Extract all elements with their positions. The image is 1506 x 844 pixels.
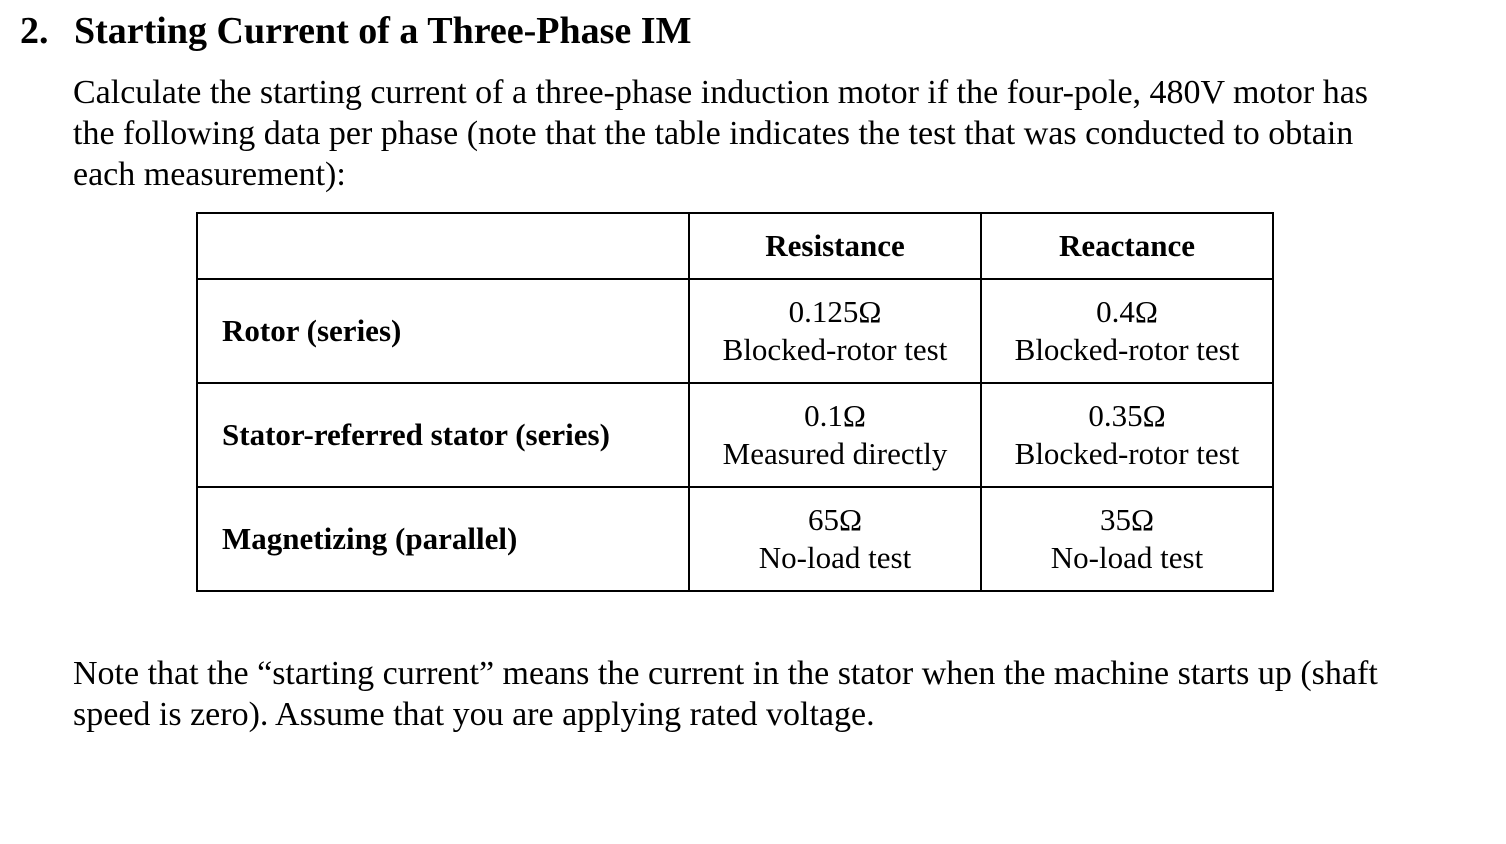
header-empty-cell <box>197 213 689 279</box>
resistance-value: 0.125Ω <box>788 294 882 329</box>
row-label: Stator-referred stator (series) <box>197 383 689 487</box>
resistance-value: 0.1Ω <box>804 398 866 433</box>
problem-note: Note that the “starting current” means the current in the stator when the machine starts up (shaft speed is zero). Assume that you are applying rated voltage. <box>73 655 1378 733</box>
row-label: Rotor (series) <box>197 279 689 383</box>
resistance-cell <box>689 279 981 383</box>
table-header-row <box>197 213 1273 279</box>
header-reactance: Reactance <box>981 213 1273 279</box>
reactance-cell <box>981 383 1273 487</box>
problem-heading <box>20 8 691 54</box>
table-row-magnetizing <box>197 487 1273 591</box>
resistance-cell <box>689 487 981 591</box>
reactance-cell <box>981 487 1273 591</box>
resistance-test: Blocked-rotor test <box>722 332 948 367</box>
table-row-rotor <box>197 279 1273 383</box>
resistance-test: Measured directly <box>722 436 948 471</box>
reactance-cell <box>981 279 1273 383</box>
reactance-value: 35Ω <box>1099 502 1155 537</box>
resistance-value: 65Ω <box>807 502 863 537</box>
reactance-test: Blocked-rotor test <box>1014 332 1240 367</box>
reactance-test: Blocked-rotor test <box>1014 436 1240 471</box>
problem-number: 2. <box>20 10 49 52</box>
problem-intro: Calculate the starting current of a three-phase induction motor if the four-pole, 480V motor has the following data per phase (note that the table indicates the test that was conducted to obtain each measurement): <box>73 74 1369 193</box>
reactance-test: No-load test <box>1050 540 1204 575</box>
header-resistance: Resistance <box>689 213 981 279</box>
row-label: Magnetizing (parallel) <box>197 487 689 591</box>
reactance-value: 0.4Ω <box>1096 294 1158 329</box>
motor-data-table <box>196 212 1274 592</box>
resistance-test: No-load test <box>758 540 912 575</box>
table-row-stator <box>197 383 1273 487</box>
problem-title: Starting Current of a Three-Phase IM <box>74 10 692 52</box>
reactance-value: 0.35Ω <box>1088 398 1166 433</box>
resistance-cell <box>689 383 981 487</box>
